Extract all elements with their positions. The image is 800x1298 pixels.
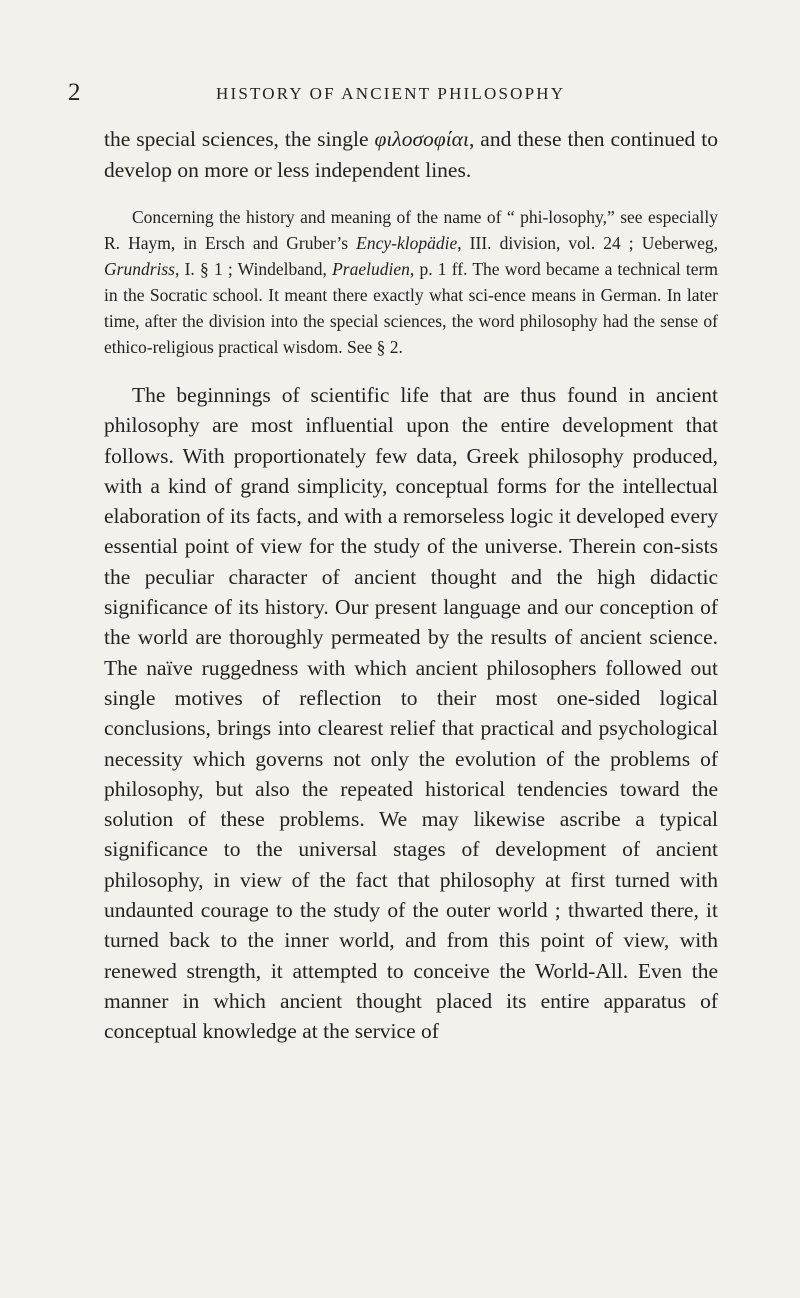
book-title-grundriss: Grundriss [104, 259, 175, 279]
running-head-title: HISTORY OF ANCIENT PHILOSOPHY [216, 84, 566, 103]
note-text: , I. § 1 ; Windelband, [175, 259, 333, 279]
note-text: Concerning the history and meaning of the name of “ phi-losophy,” see especially R. Haym, in Ersch and Gruber’s [104, 207, 718, 253]
main-paragraph: The beginnings of scientific life that are thus found in ancient philosophy are most influential upon the entire development that follows. With proportionately few data, Greek philosophy produced, with a kind of grand simplicity, conceptual forms for the intellectual elaboration of its facts, and with a remorseless logic it developed every essential point of view for the study of the universe. Therein con-sists the peculiar character of ancient thought and the high didactic significance of its history. Our present language and our conception of the world are thoroughly permeated by the results of ancient science. The naïve ruggedness with which ancient philosophers followed out single motives of reflection to their most one-sided logical conclusions, brings into clearest relief that practical and psychological necessity which governs not only the evolution of the problems of philosophy, but also the repeated historical tendencies toward the solution of these problems. We may likewise ascribe a typical significance to the universal stages of development of ancient philosophy, in view of the fact that philosophy at first turned with undaunted courage to the study of the outer world ; thwarted there, it turned back to the inner world, and from this point of view, with renewed strength, it attempted to conceive the World-All. Even the manner in which ancient thought placed its entire apparatus of conceptual knowledge at the service of [104, 383, 718, 1044]
running-head [68, 78, 718, 108]
book-title-encyclopaedia: Ency-klopädie [356, 233, 458, 253]
greek-term: φιλοσοφίαι [374, 127, 469, 151]
note-text: , III. division, vol. 24 ; Ueberweg, [457, 233, 718, 253]
page-body [104, 124, 718, 1047]
book-title-praeludien: Praeludien [332, 259, 410, 279]
page-number: 2 [68, 79, 81, 106]
note-text: , p. 1 ff. The word became a technical term in the Socratic school. It meant there exactly what sci-ence means in German. In later time, after the division into the special sciences, the word philosophy had the sense of ethico-religious practical wisdom. See § 2. [104, 259, 718, 357]
footnote-paragraph [104, 204, 718, 360]
paragraph-text: , and these then continued to develop on more or less independent lines. [104, 127, 718, 182]
continued-paragraph [104, 124, 718, 186]
paragraph-text: the special sciences, the single [104, 127, 375, 151]
